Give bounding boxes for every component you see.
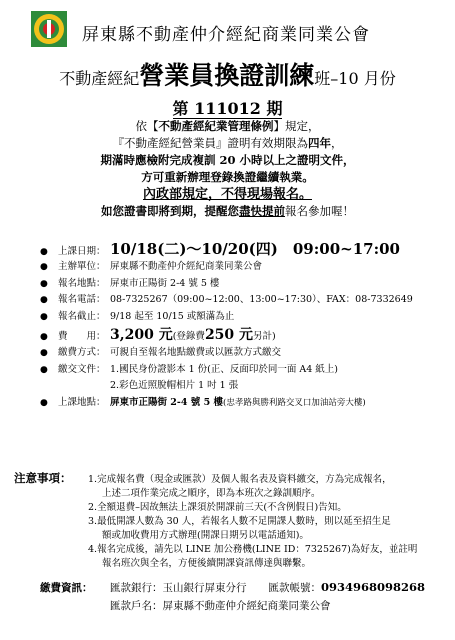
note-item: 額或加收費用方式辦理(開課日期另以電話通知)。 xyxy=(102,530,309,541)
payment-info xyxy=(40,580,425,616)
intro-block xyxy=(30,118,425,220)
detail-row-phone: ● 報名電話： 08-7325267（09:00~12:00、13:00~17:30）、FAX：08-7332649 xyxy=(40,294,413,305)
bullet-icon: ● xyxy=(40,262,48,272)
payment-row-bank: 繳費資訊： 匯款銀行： 玉山銀行屏東分行 匯款帳號： 0934968098268 xyxy=(40,580,426,594)
detail-row-place: ● 報名地點： 屏東市正陽街 2-4 號 5 樓 xyxy=(40,277,220,289)
detail-row-host: ● 主辦單位： 屏東縣不動產仲介經紀商業同業公會 xyxy=(40,261,263,272)
association-logo xyxy=(30,10,68,48)
payment-row-holder: 匯款戶名： 屏東縣不動產仲介經紀商業同業公會 xyxy=(110,600,331,612)
intro-line: 期滿時應檢附完成複訓 20 小時以上之證明文件， xyxy=(100,153,355,167)
note-item: 上述二項作業完成之順序，即為本班次之錄訓順序。 xyxy=(102,488,321,499)
detail-row-fee: ● 費 用： 3,200 元 (登錄費 250 元 另計) xyxy=(40,327,276,343)
detail-row-deadline: ● 報名截止： 9/18 起至 10/15 或額滿為止 xyxy=(40,310,235,322)
bullet-icon: ● xyxy=(40,348,48,358)
course-details xyxy=(40,238,445,410)
bullet-icon: ● xyxy=(40,295,48,305)
bullet-icon: ● xyxy=(40,278,48,289)
bullet-icon: ● xyxy=(40,311,48,322)
notes-heading: 注意事項： xyxy=(14,471,72,485)
bullet-icon: ● xyxy=(40,364,48,375)
bullet-icon: ● xyxy=(40,247,48,257)
intro-line: 依【不動產經紀業管理條例】規定， xyxy=(135,119,320,133)
detail-row-venue: ● 上課地點： 屏東市正陽街 2-4 號 5 樓 (忠孝路與勝利路交叉口加油站旁大樓) xyxy=(40,396,366,408)
note-item: 報名班次與全名，方便後續開課資訊傳達與聯繫。 xyxy=(102,558,312,569)
page-title xyxy=(0,56,455,92)
detail-row-method: ● 繳費方式： 可親自至報名地點繳費或以匯款方式繳交 xyxy=(40,347,282,358)
detail-row-docs: ● 繳交文件： 1.國民身份證影本 1 份(正、反面印於同一面 A4 紙上) xyxy=(40,363,339,375)
note-item: 4.報名完成後，請先以 LINE 加公務機(LINE ID：7325267)為好友，並註明 xyxy=(88,544,418,555)
bullet-icon: ● xyxy=(40,397,48,408)
title-main: 營業員換證訓練 xyxy=(139,61,315,90)
notes-body xyxy=(88,472,443,570)
title-suffix: 班–10 月份 xyxy=(314,69,396,88)
detail-row-date: ● 上課日期： 10/18(二)～10/20(四) 09:00~17:00 xyxy=(40,240,400,258)
intro-line: 如您證書即將到期，提醒您盡快提前報名參加喔！ xyxy=(101,204,354,218)
issue-number: 第 111012 期 xyxy=(172,99,283,118)
title-prefix: 不動產經紀 xyxy=(59,69,140,88)
intro-line: 『不動產經紀營業員』證明有效期限為四年， xyxy=(112,136,343,150)
note-item: 3.最低開課人數為 30 人，若報名人數不足開課人數時，則以延至招生足 xyxy=(88,516,391,527)
account-number: 0934968098268 xyxy=(321,580,426,594)
note-item: 2.全額退費–因故無法上課須於開課前三天(不含例假日)告知。 xyxy=(88,502,347,513)
detail-row-docs-2: 2.彩色近照脫帽相片 1 吋 1 張 xyxy=(110,380,239,391)
intro-warning: 內政部規定，不得現場報名。 xyxy=(142,187,312,202)
note-item: 1.完成報名費（現金或匯款）及個人報名表及資料繳交，方為完成報名， xyxy=(88,474,392,485)
organization-name: 屏東縣不動產仲介經紀商業同業公會 xyxy=(82,25,370,45)
intro-line: 方可重新辦理登錄換證繼續執業。 xyxy=(141,170,314,184)
bullet-icon: ● xyxy=(40,332,48,342)
